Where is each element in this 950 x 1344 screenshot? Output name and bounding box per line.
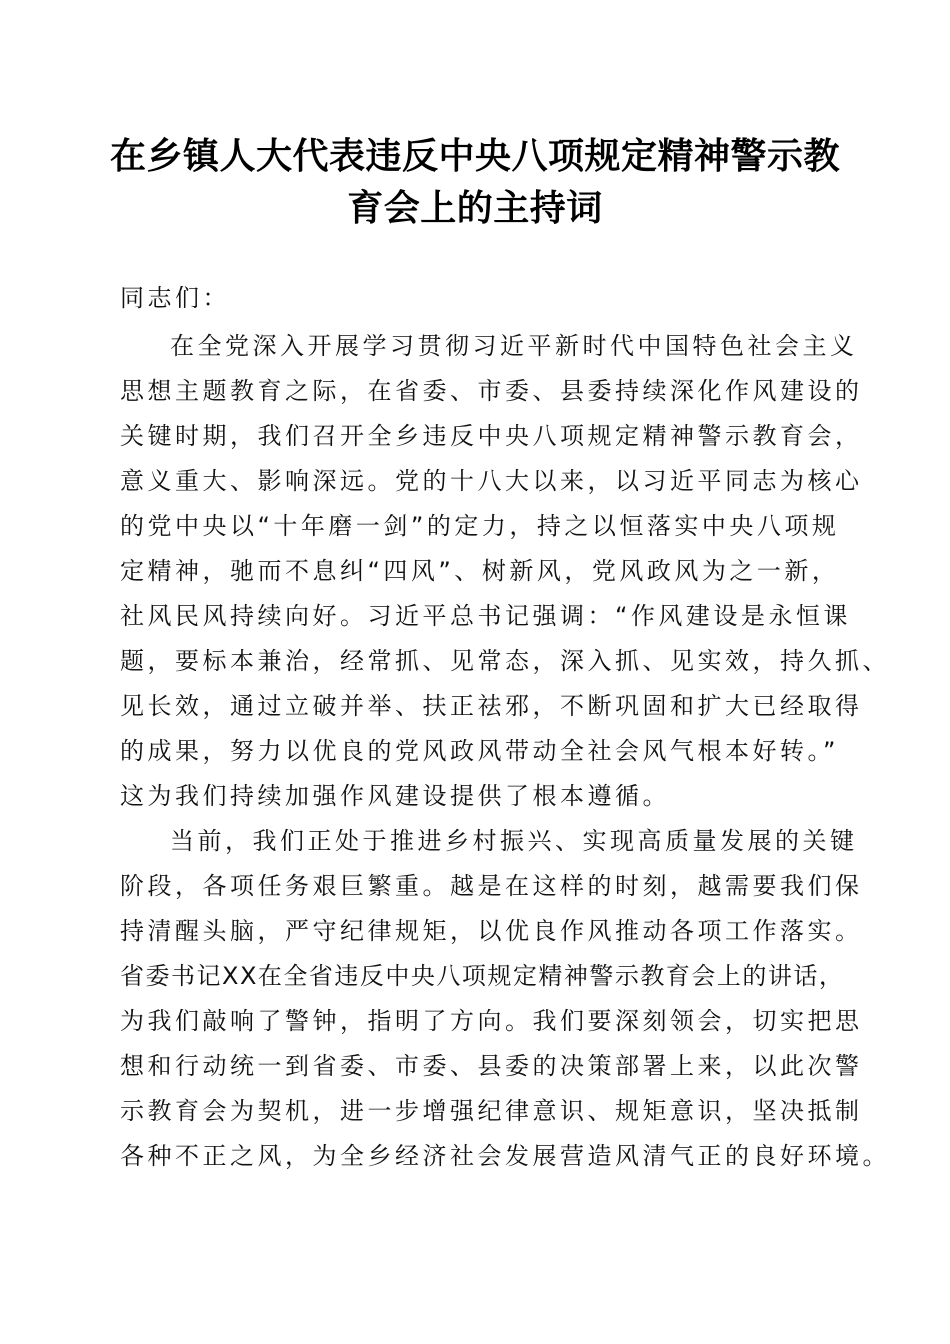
paragraph-line: 持清醒头脑，严守纪律规矩，以优良作风推动各项工作落实。 bbox=[120, 917, 863, 945]
paragraph-line: 思想主题教育之际，在省委、市委、县委持续深化作风建设的 bbox=[120, 377, 863, 405]
paragraph-line: 社风民风持续向好。习近平总书记强调：“作风建设是永恒课 bbox=[120, 602, 851, 630]
paragraph-line: 为我们敲响了警钟，指明了方向。我们要深刻领会，切实把思 bbox=[120, 1007, 863, 1035]
paragraph-line: 省委书记XX在全省违反中央八项规定精神警示教育会上的讲话， bbox=[120, 962, 845, 990]
paragraph-line: 在全党深入开展学习贯彻习近平新时代中国特色社会主义 bbox=[170, 332, 858, 360]
paragraph-line: 这为我们持续加强作风建设提供了根本遵循。 bbox=[120, 782, 670, 810]
paragraph-line: 关键时期，我们召开全乡违反中央八项规定精神警示教育会， bbox=[120, 422, 863, 450]
document-body bbox=[120, 276, 890, 1179]
title-line-1: 在乡镇人大代表违反中央八项规定精神警示教 bbox=[109, 135, 840, 177]
paragraph-line: 示教育会为契机，进一步增强纪律意识、规矩意识，坚决抵制 bbox=[120, 1097, 863, 1125]
document-title bbox=[105, 130, 845, 234]
greeting: 同志们： bbox=[120, 284, 230, 312]
paragraph-line: 题，要标本兼治，经常抓、见常态，深入抓、见实效，持久抓、 bbox=[120, 647, 890, 675]
paragraph-2 bbox=[120, 819, 890, 1179]
paragraph-line: 定精神，驰而不息纠“四风”、树新风，党风政风为之一新， bbox=[120, 557, 840, 585]
paragraph-line: 想和行动统一到省委、市委、县委的决策部署上来，以此次警 bbox=[120, 1052, 863, 1080]
paragraph-line: 意义重大、影响深远。党的十八大以来，以习近平同志为核心 bbox=[120, 467, 863, 495]
title-line-2: 育会上的主持词 bbox=[347, 187, 603, 229]
paragraph-line: 的成果，努力以优良的党风政风带动全社会风气根本好转。” bbox=[120, 737, 839, 765]
paragraph-1 bbox=[120, 324, 890, 819]
paragraph-line: 的党中央以“十年磨一剑”的定力，持之以恒落实中央八项规 bbox=[120, 512, 840, 540]
paragraph-line: 阶段，各项任务艰巨繁重。越是在这样的时刻，越需要我们保 bbox=[120, 872, 863, 900]
paragraph-line: 各种不正之风，为全乡经济社会发展营造风清气正的良好环境。 bbox=[120, 1142, 890, 1170]
paragraph-line: 见长效，通过立破并举、扶正祛邪，不断巩固和扩大已经取得 bbox=[120, 692, 863, 720]
paragraph-line: 当前，我们正处于推进乡村振兴、实现高质量发展的关键 bbox=[170, 827, 858, 855]
